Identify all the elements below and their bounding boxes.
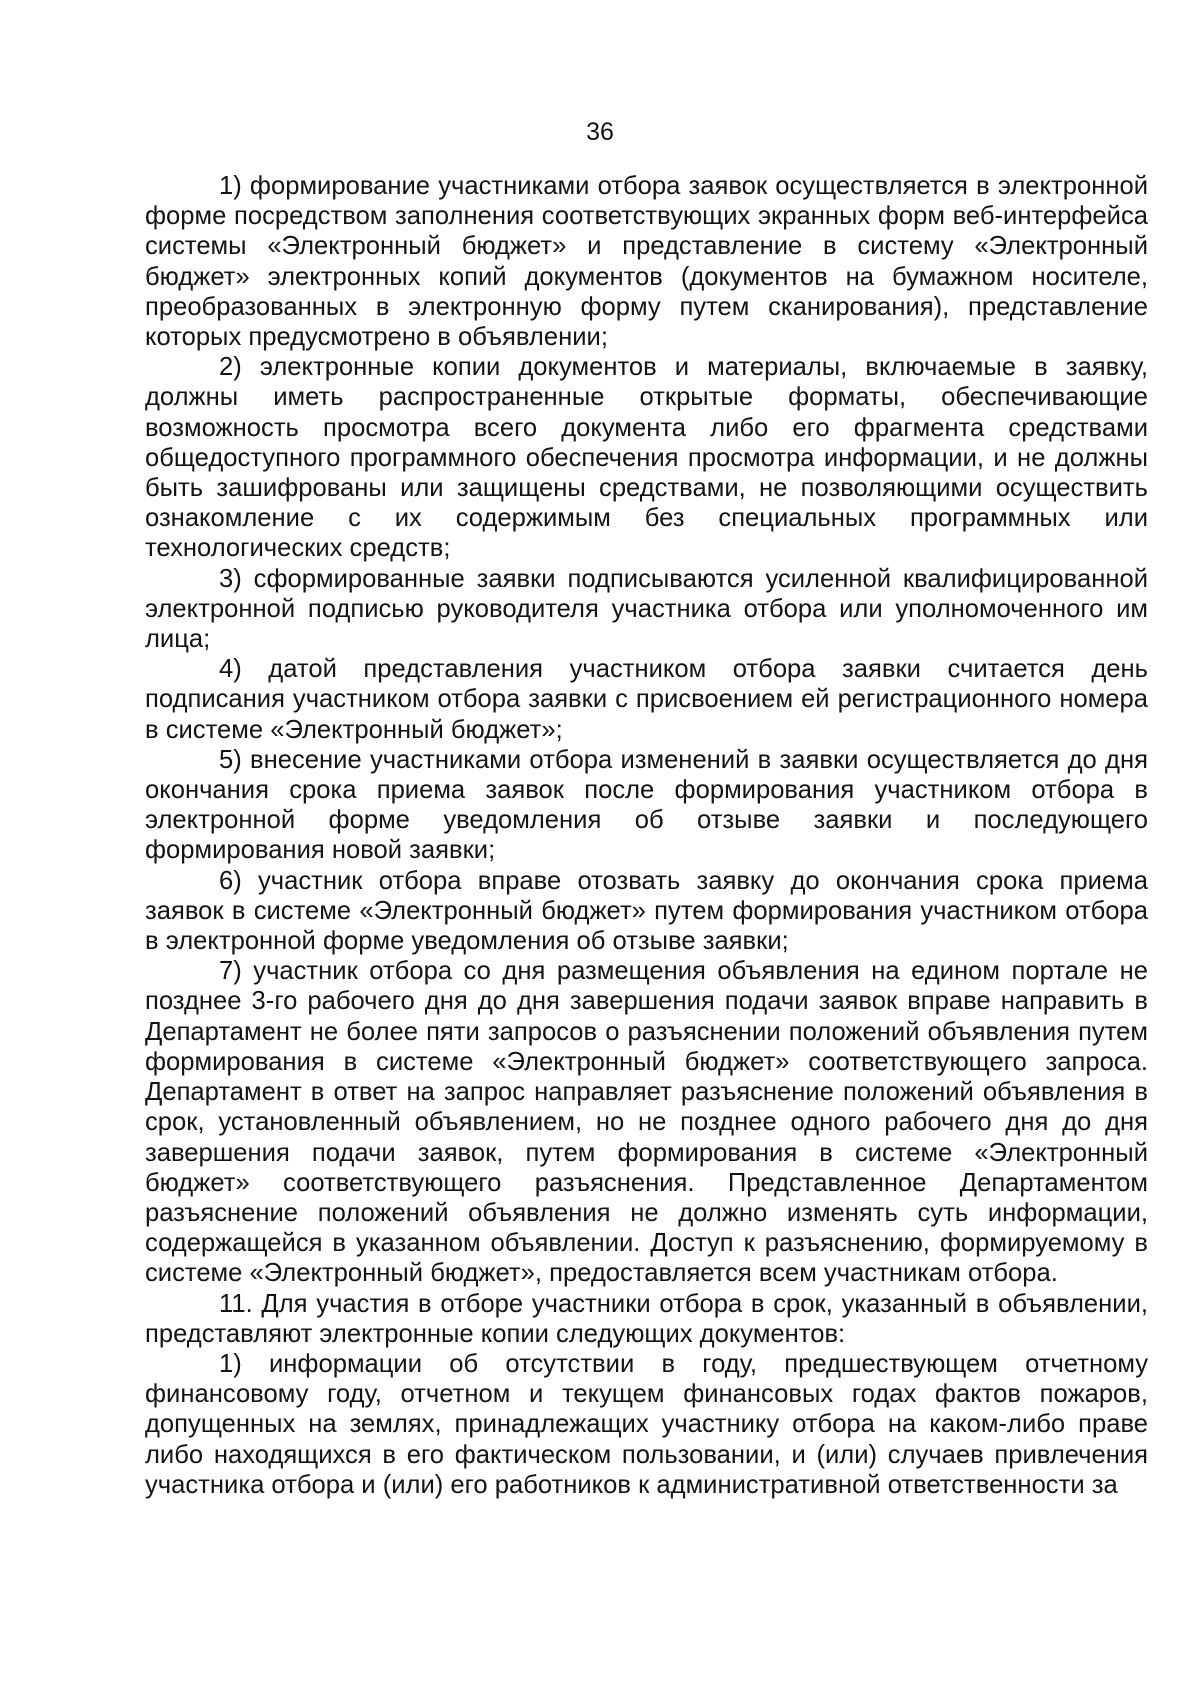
paragraph: 3) сформированные заявки подписываются усиленной квалифицированной электронной подписью руководителя участника отбора или уполномоченного им лица; bbox=[145, 564, 1148, 654]
paragraph: 5) внесение участниками отбора изменений в заявки осуществляется до дня окончания срока приема заявок после формирования участником отбора в электронной форме уведомления об отзыве заявки и последующего формирования новой заявки; bbox=[145, 745, 1148, 865]
paragraph: 4) датой представления участником отбора заявки считается день подписания участником отбора заявки с присвоением ей регистрационного номера в системе «Электронный бюджет»; bbox=[145, 655, 1148, 744]
document-body bbox=[145, 171, 1148, 1500]
paragraph: 7) участник отбора со дня размещения объявления на едином портале не позднее 3-го рабочего дня до дня завершения подачи заявок вправе направить в Департамент не более пяти запросов о разъяснении положений объявления путем формирования в системе «Электронный бюджет» соответствующего запроса. Департамент в ответ на запрос направляет разъяснение положений объявления в срок, установленный объявлением, но не позднее одного рабочего дня до дня завершения подачи заявок, путем формирования в системе «Электронный бюджет» соответствующего разъяснения. Представленное Департаментом разъяснение положений объявления не должно изменять суть информации, содержащейся в указанном объявлении. Доступ к разъяснению, формируемому в системе «Электронный бюджет», предоставляется всем участникам отбора. bbox=[145, 957, 1148, 1288]
page-number: 36 bbox=[586, 118, 614, 146]
paragraph: 2) электронные копии документов и материалы, включаемые в заявку, должны иметь распространенные открытые форматы, обеспечивающие возможность просмотра всего документа либо его фрагмента средствами общедоступного программного обеспечения просмотра информации, и не должны быть зашифрованы или защищены средствами, не позволяющими осуществить ознакомление с их содержимым без специальных программных или технологических средств; bbox=[145, 353, 1148, 563]
paragraph: 6) участник отбора вправе отозвать заявку до окончания срока приема заявок в системе «Электронный бюджет» путем формирования участником отбора в электронной форме уведомления об отзыве заявки; bbox=[145, 866, 1148, 956]
paragraph: 1) формирование участниками отбора заявок осуществляется в электронной форме посредством заполнения соответствующих экранных форм веб-интерфейса системы «Электронный бюджет» и представление в систему «Электронный бюджет» электронных копий документов (документов на бумажном носителе, преобразованных в электронную форму путем сканирования), представление которых предусмотрено в объявлении; bbox=[145, 172, 1148, 352]
paragraph: 11. Для участия в отборе участники отбора в срок, указанный в объявлении, представляют электронные копии следующих документов: bbox=[145, 1289, 1148, 1348]
paragraph: 1) информации об отсутствии в году, предшествующем отчетному финансовому году, отчетном и текущем финансовых годах фактов пожаров, допущенных на землях, принадлежащих участнику отбора на каком-либо праве либо находящихся в его фактическом пользовании, и (или) случаев привлечения участника отбора и (или) его работников к административной ответственности за bbox=[145, 1349, 1148, 1499]
